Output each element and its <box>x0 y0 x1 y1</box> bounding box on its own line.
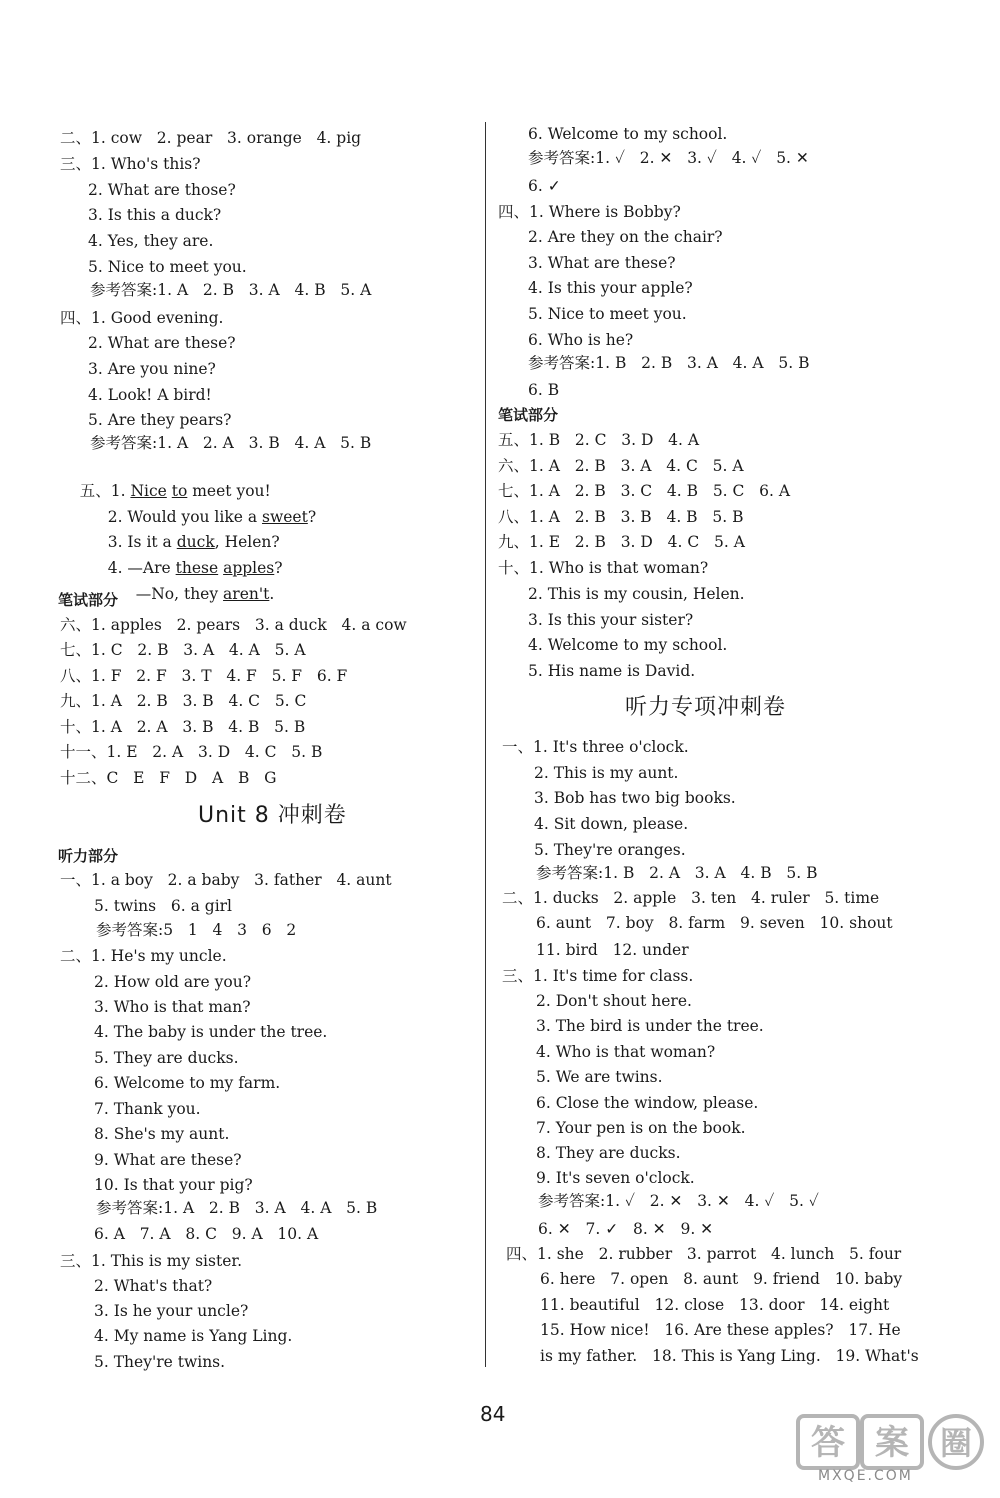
answer-line: 4. Yes, they are. <box>88 232 214 250</box>
answer-line: 8. They are ducks. <box>536 1144 681 1162</box>
answer-line: 6. Close the window, please. <box>536 1094 759 1112</box>
answer-line: 2. How old are you? <box>94 973 252 991</box>
answer-key-line: 参考答案:1. ✓ 2. ✕ 3. ✓ 4. ✓ 5. ✕ <box>528 149 809 167</box>
answer-line: 四、1. she 2. rubber 3. parrot 4. lunch 5. four <box>506 1245 902 1263</box>
svg-text:圈: 圈 <box>939 1424 973 1462</box>
answer-line: 三、1. It's time for class. <box>502 967 694 985</box>
answer-line: 7. Your pen is on the book. <box>536 1119 746 1137</box>
text-fragment: —No, they <box>135 585 224 603</box>
answer-line: 二、1. He's my uncle. <box>60 947 227 965</box>
underlined-word: apples <box>223 559 275 577</box>
svg-text:案: 案 <box>875 1423 909 1463</box>
answer-line: 3. Is this your sister? <box>528 611 694 629</box>
answer-line: 五、1. B 2. C 3. D 4. A <box>498 431 700 449</box>
answer-key-line: 6. ✓ <box>528 177 561 195</box>
underlined-word: duck <box>176 533 215 551</box>
underlined-word: Nice <box>130 482 167 500</box>
text-fragment: 3. Is it a <box>107 533 177 551</box>
answer-line: 5. They're twins. <box>94 1353 226 1371</box>
svg-text:答: 答 <box>811 1423 845 1463</box>
answer-line: 一、1. a boy 2. a baby 3. father 4. aunt <box>60 871 392 889</box>
answer-line: 三、1. This is my sister. <box>60 1252 242 1270</box>
answer-line: 3. Are you nine? <box>88 360 216 378</box>
watermark-url: MXQE.COM <box>818 1468 913 1484</box>
answer-line: 2. What's that? <box>94 1277 213 1295</box>
answer-line: 6. here 7. open 8. aunt 9. friend 10. baby <box>540 1270 903 1288</box>
answer-line: 4. Welcome to my school. <box>528 636 728 654</box>
answer-key-line: 参考答案:1. B 2. A 3. A 4. B 5. B <box>536 864 818 882</box>
text-fragment: 4. —Are <box>107 559 176 577</box>
answer-line: 六、1. A 2. B 3. A 4. C 5. A <box>498 457 744 475</box>
answer-line: 5. Nice to meet you. <box>528 305 687 323</box>
answer-line: 十、1. Who is that woman? <box>498 559 709 577</box>
unit-title: Unit 8 冲刺卷 <box>198 803 347 828</box>
answer-line: 4. Is this your apple? <box>528 279 693 297</box>
text-fragment: , Helen? <box>214 533 280 551</box>
answer-line: 2. What are these? <box>88 334 236 352</box>
answer-key-line: 参考答案:5 1 4 3 6 2 <box>96 921 297 939</box>
answer-key-line: 6. B <box>528 381 560 399</box>
answer-line: 5. His name is David. <box>528 662 696 680</box>
answer-line: 十二、C E F D A B G <box>60 769 277 787</box>
answer-line: 7. Thank you. <box>94 1100 201 1118</box>
answer-line: 4. Who is that woman? <box>536 1043 716 1061</box>
answer-line: 6. aunt 7. boy 8. farm 9. seven 10. shout <box>536 914 893 932</box>
answer-line: 十一、1. E 2. A 3. D 4. C 5. B <box>60 743 323 761</box>
section-heading: 笔试部分 <box>498 406 559 424</box>
answer-line: 三、1. Who's this? <box>60 155 201 173</box>
answer-line: 3. Is this a duck? <box>88 206 222 224</box>
answer-line: 一、1. It's three o'clock. <box>502 738 689 756</box>
answer-line: 3. Bob has two big books. <box>534 789 736 807</box>
answer-line: 2. Don't shout here. <box>536 992 692 1010</box>
answer-key-line: 参考答案:1. ✓ 2. ✕ 3. ✕ 4. ✓ 5. ✓ <box>538 1192 819 1210</box>
text-fragment: . <box>269 585 275 603</box>
question-number: 五、1. <box>79 482 131 500</box>
answer-key-line: 6. ✕ 7. ✓ 8. ✕ 9. ✕ <box>538 1220 714 1238</box>
answer-line: 九、1. E 2. B 3. D 4. C 5. A <box>498 533 745 551</box>
answer-line: 5. twins 6. a girl <box>94 897 233 915</box>
answer-line: 4. Sit down, please. <box>534 815 689 833</box>
underlined-word: aren't <box>223 585 270 603</box>
answer-key-line: 6. A 7. A 8. C 9. A 10. A <box>94 1225 319 1243</box>
text-fragment: meet you! <box>187 482 271 500</box>
answer-line: 四、1. Good evening. <box>60 309 224 327</box>
underlined-word: these <box>175 559 219 577</box>
answer-line: 4. Look! A bird! <box>88 386 212 404</box>
page-number: 84 <box>480 1402 506 1426</box>
answer-line: 5. Nice to meet you. <box>88 258 247 276</box>
answer-line: 6. Welcome to my farm. <box>94 1074 281 1092</box>
answer-line: 6. Who is he? <box>528 331 634 349</box>
answer-line: 2. This is my aunt. <box>534 764 679 782</box>
answer-line: 11. bird 12. under <box>536 941 689 959</box>
section-heading: 笔试部分 <box>58 591 119 609</box>
answer-line: 3. The bird is under the tree. <box>536 1017 764 1035</box>
answer-key-line: 参考答案:1. A 2. B 3. A 4. B 5. A <box>90 281 372 299</box>
answer-line: 十、1. A 2. A 3. B 4. B 5. B <box>60 718 306 736</box>
underlined-word: to <box>171 482 188 500</box>
answer-line: 5. Are they pears? <box>88 411 232 429</box>
section-heading: 听力部分 <box>58 847 119 865</box>
answer-line: 8. She's my aunt. <box>94 1125 230 1143</box>
text-fragment: 2. Would you like a <box>107 508 263 526</box>
text-fragment: ? <box>307 508 317 526</box>
answer-line: 八、1. A 2. B 3. B 4. B 5. B <box>498 508 744 526</box>
answer-line: 4. My name is Yang Ling. <box>94 1327 293 1345</box>
answer-line: 3. Who is that man? <box>94 998 251 1016</box>
answer-line: 5. They are ducks. <box>94 1049 239 1067</box>
text-fragment: ? <box>274 559 283 577</box>
answer-key-line: 参考答案:1. A 2. A 3. B 4. A 5. B <box>90 434 372 452</box>
answer-line: 10. Is that your pig? <box>94 1176 253 1194</box>
answer-line: 5. We are twins. <box>536 1068 663 1086</box>
column-divider <box>485 122 486 1367</box>
answer-line: 9. What are these? <box>94 1151 242 1169</box>
answer-line: 八、1. F 2. F 3. T 4. F 5. F 6. F <box>60 667 348 685</box>
answer-line: 6. Welcome to my school. <box>528 125 728 143</box>
answer-line: 二、1. cow 2. pear 3. orange 4. pig <box>60 129 362 147</box>
answer-line: 2. What are those? <box>88 181 236 199</box>
answer-line: 2. Are they on the chair? <box>528 228 723 246</box>
answer-line: 3. What are these? <box>528 254 676 272</box>
answer-line: 11. beautiful 12. close 13. door 14. eight <box>540 1296 890 1314</box>
section-title: 听力专项冲刺卷 <box>625 695 787 720</box>
answer-line: 4. The baby is under the tree. <box>94 1023 328 1041</box>
answer-key-line: 参考答案:1. A 2. B 3. A 4. A 5. B <box>96 1199 378 1217</box>
answer-line: 七、1. A 2. B 3. C 4. B 5. C 6. A <box>498 482 791 500</box>
answer-line: 七、1. C 2. B 3. A 4. A 5. A <box>60 641 306 659</box>
answer-line: 15. How nice! 16. Are these apples? 17. He <box>540 1321 901 1339</box>
answer-line: 3. Is he your uncle? <box>94 1302 249 1320</box>
answer-line: 9. It's seven o'clock. <box>536 1169 695 1187</box>
answer-line: 5. They're oranges. <box>534 841 686 859</box>
answer-key-line: 参考答案:1. B 2. B 3. A 4. A 5. B <box>528 354 810 372</box>
answer-line: 二、1. ducks 2. apple 3. ten 4. ruler 5. time <box>502 889 880 907</box>
answer-line: is my father. 18. This is Yang Ling. 19. What's <box>540 1347 919 1365</box>
underlined-word: sweet <box>262 508 308 526</box>
answer-line: 2. This is my cousin, Helen. <box>528 585 745 603</box>
answer-line: 四、1. Where is Bobby? <box>498 203 681 221</box>
answer-line: 九、1. A 2. B 3. B 4. C 5. C <box>60 692 307 710</box>
answer-line: 六、1. apples 2. pears 3. a duck 4. a cow <box>60 616 407 634</box>
